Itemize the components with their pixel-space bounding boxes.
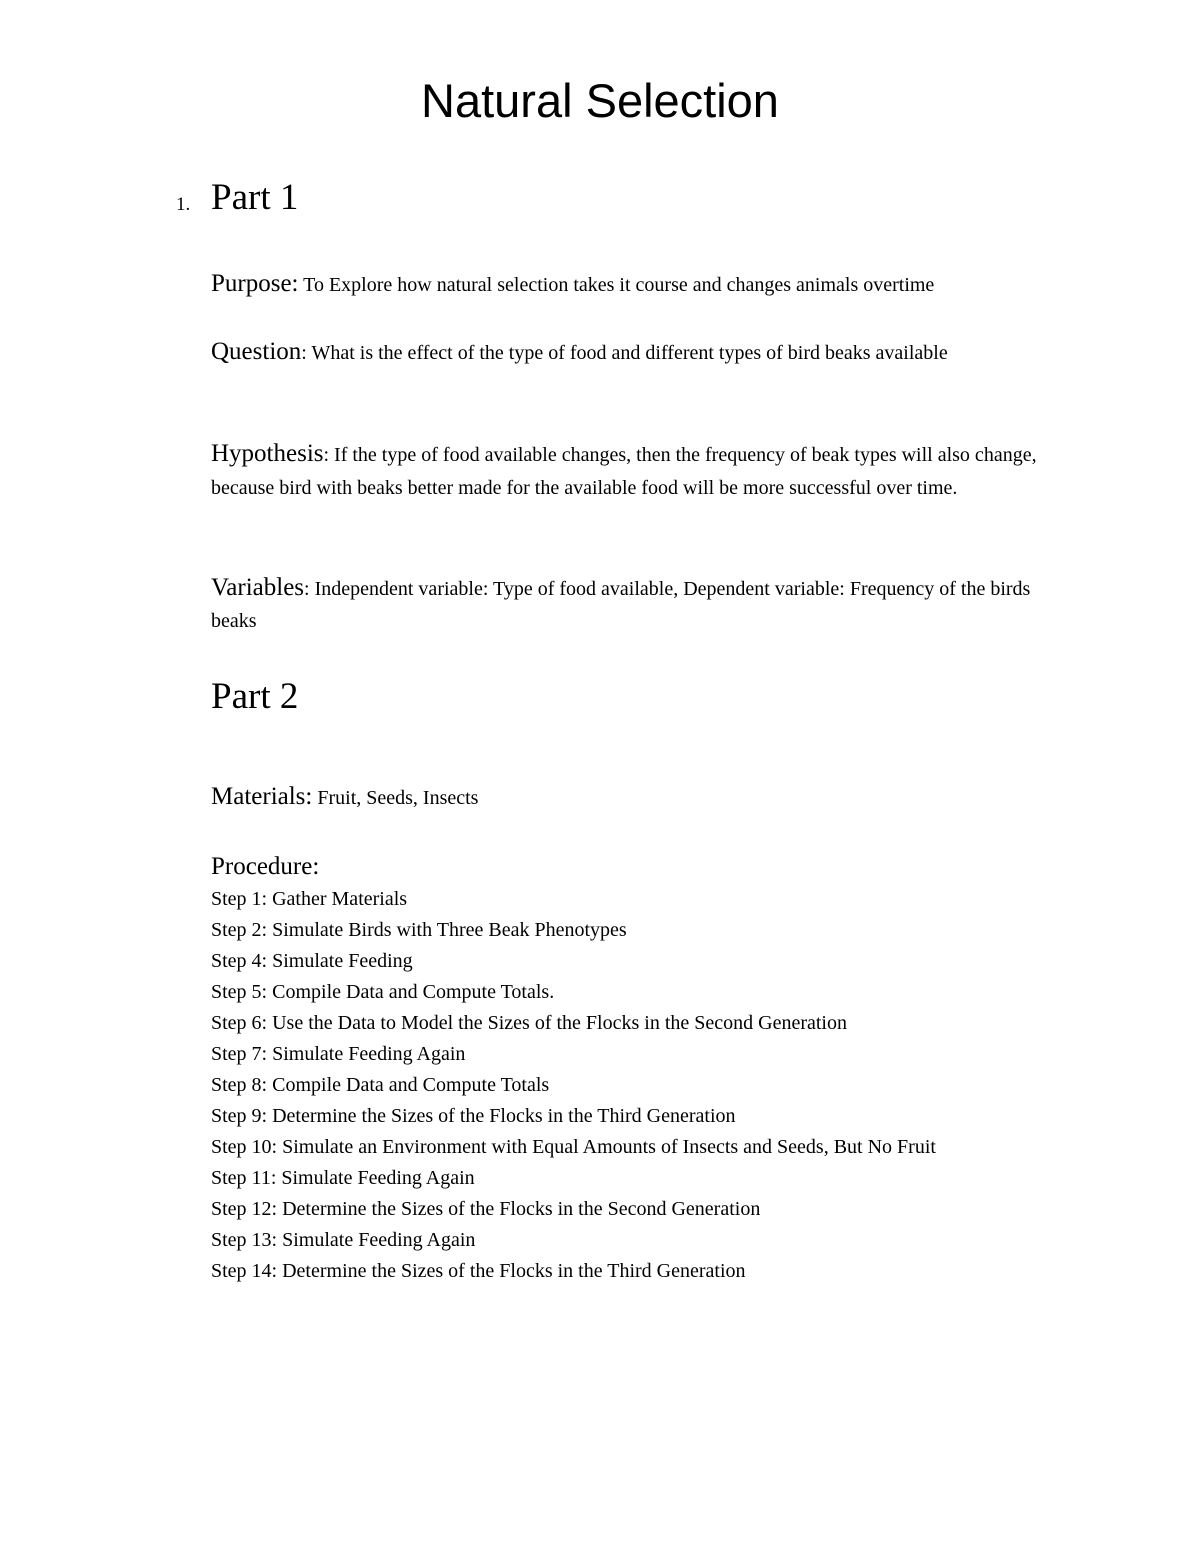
variables-paragraph (211, 572, 1071, 637)
procedure-step: Step 8: Compile Data and Compute Totals (211, 1074, 550, 1096)
procedure-step: Step 5: Compile Data and Compute Totals. (211, 981, 555, 1003)
hypothesis-text: : If the type of food available changes, then the frequency of beak types will also change, because bird with beaks better made for the available food will be more successful over time. (211, 444, 1037, 499)
part1-heading: Part 1 (211, 177, 299, 218)
materials-text: Fruit, Seeds, Insects (312, 787, 479, 809)
variables-label: Variables (211, 574, 305, 601)
materials-label: Materials: (211, 783, 313, 810)
procedure-step: Step 4: Simulate Feeding (211, 950, 413, 972)
procedure-step: Step 14: Determine the Sizes of the Flocks in the Third Generation (211, 1260, 746, 1282)
document-title: Natural Selection (421, 74, 779, 127)
variables-text: : Independent variable: Type of food available, Dependent variable: Frequency of the birds beaks (211, 578, 1031, 632)
materials-paragraph (211, 781, 1071, 814)
procedure-label: Procedure: (211, 853, 320, 880)
procedure-step: Step 13: Simulate Feeding Again (211, 1229, 476, 1251)
purpose-label: Purpose: (211, 270, 299, 297)
question-label: Question (211, 338, 302, 365)
question-paragraph (211, 336, 1071, 369)
hypothesis-paragraph (211, 438, 1071, 504)
procedure-step: Step 10: Simulate an Environment with Equal Amounts of Insects and Seeds, But No Fruit (211, 1136, 936, 1158)
procedure-step: Step 7: Simulate Feeding Again (211, 1043, 466, 1065)
procedure-step: Step 9: Determine the Sizes of the Flocks in the Third Generation (211, 1105, 736, 1127)
hypothesis-label: Hypothesis (211, 440, 324, 467)
procedure-step: Step 6: Use the Data to Model the Sizes of the Flocks in the Second Generation (211, 1012, 847, 1034)
purpose-paragraph (211, 268, 1071, 301)
part1-heading-row (0, 176, 1200, 226)
question-text: : What is the effect of the type of food and different types of bird beaks available (301, 342, 948, 364)
procedure-step: Step 11: Simulate Feeding Again (211, 1167, 475, 1189)
part2-heading: Part 2 (211, 676, 299, 717)
procedure-step: Step 12: Determine the Sizes of the Flocks in the Second Generation (211, 1198, 761, 1220)
procedure-step: Step 2: Simulate Birds with Three Beak Phenotypes (211, 919, 627, 941)
procedure-steps-list (211, 884, 1071, 1287)
procedure-step: Step 1: Gather Materials (211, 888, 408, 910)
procedure-section (211, 850, 1071, 1287)
list-number: 1. (176, 194, 191, 215)
purpose-text: To Explore how natural selection takes it course and changes animals overtime (298, 274, 935, 296)
